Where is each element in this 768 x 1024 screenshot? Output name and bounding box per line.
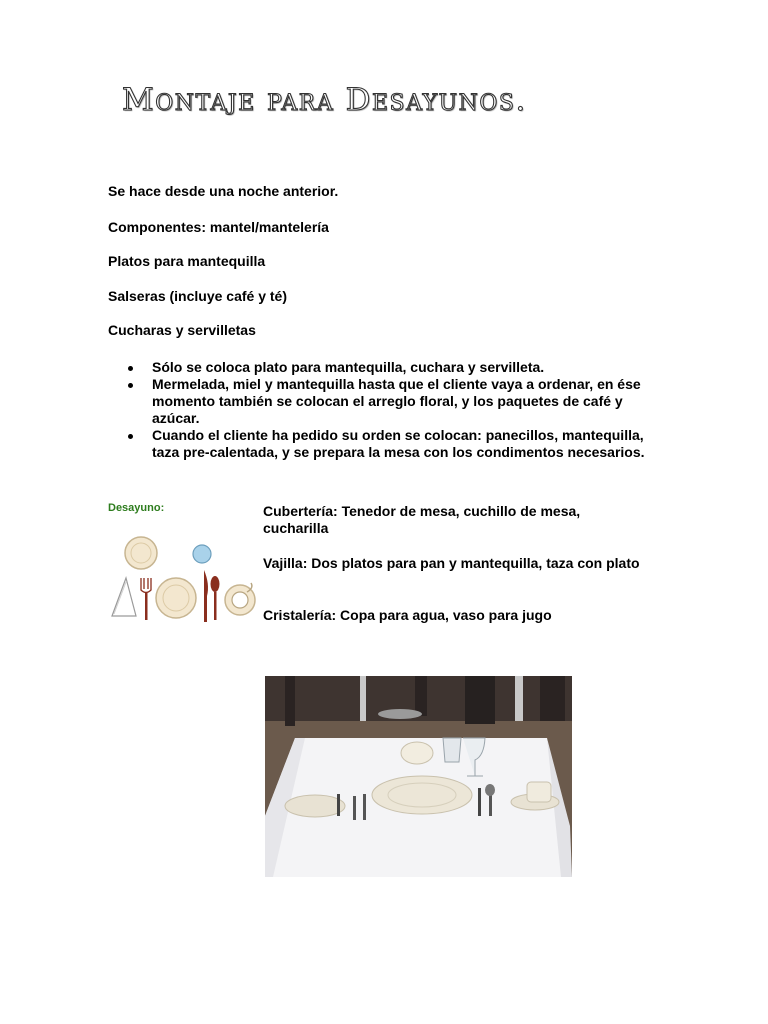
spoon-icon <box>214 592 217 620</box>
sugar-bowl <box>401 742 433 764</box>
water-glass <box>443 738 461 762</box>
knife-icon <box>204 570 208 622</box>
tableware-text: Vajilla: Dos platos para pan y mantequilla, taza con plato <box>263 555 640 571</box>
page-title: Montaje para Desayunos. <box>122 82 527 118</box>
bullet-dot <box>128 434 133 439</box>
bullet-text: Cuando el cliente ha pedido su orden se colocan: panecillos, mantequilla, taza pre-calentada, y se prepara la mesa con los condimentos necesarios. <box>152 427 645 460</box>
paragraph-sauce-boats: Salseras (incluye café y té) <box>108 288 287 304</box>
bullet-item <box>108 376 668 427</box>
paragraph-spoons-napkins: Cucharas y servilletas <box>108 322 256 338</box>
bullet-item <box>108 427 668 461</box>
fork <box>353 796 356 820</box>
knife <box>478 788 481 816</box>
table-setting-photo <box>265 676 572 877</box>
fork-icon <box>145 592 148 620</box>
bullet-dot <box>128 366 133 371</box>
bullet-item <box>108 359 668 376</box>
main-plate-icon <box>156 578 196 618</box>
bullet-dot <box>128 383 133 388</box>
bullet-text: Sólo se coloca plato para mantequilla, cuchara y servilleta. <box>152 359 545 375</box>
fork <box>363 794 366 820</box>
bread-plate <box>285 795 345 817</box>
bullet-list <box>108 359 668 461</box>
breakfast-label: Desayuno: <box>108 502 165 514</box>
cutlery-text: Cubertería: Tenedor de mesa, cuchillo de mesa, cucharilla <box>263 503 581 536</box>
breakfast-setting-illustration <box>108 534 258 626</box>
glass-icon <box>193 545 211 563</box>
main-plate <box>372 776 472 814</box>
paragraph-components: Componentes: mantel/mantelería <box>108 219 329 235</box>
cup-icon <box>232 592 248 608</box>
glassware-text: Cristalería: Copa para agua, vaso para jugo <box>263 607 552 623</box>
cup <box>527 782 551 802</box>
bread-plate-icon <box>125 537 157 569</box>
butter-knife <box>337 794 340 816</box>
paragraph-preparation: Se hace desde una noche anterior. <box>108 183 339 199</box>
paragraph-butter-plates: Platos para mantequilla <box>108 253 266 269</box>
bullet-text: Mermelada, miel y mantequilla hasta que el cliente vaya a ordenar, en ése momento también se colocan el arreglo floral, y los paquetes de café y azúcar. <box>152 376 641 426</box>
